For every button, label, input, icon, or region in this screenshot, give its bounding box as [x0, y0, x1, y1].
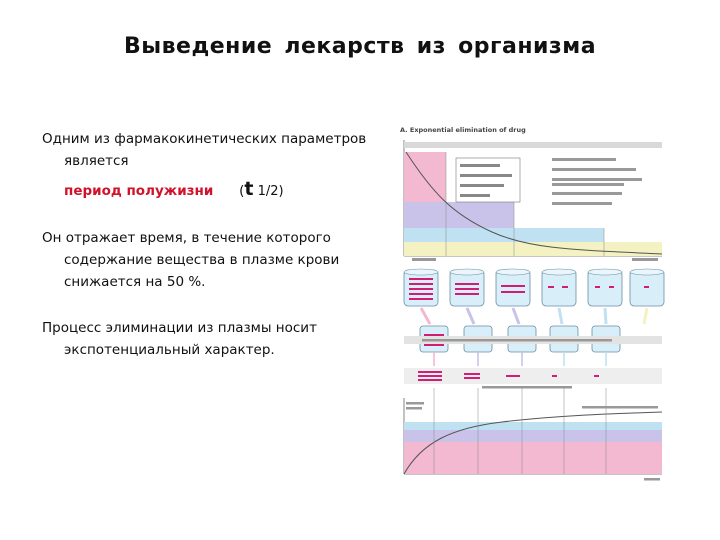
paragraph-elimination: Процесс элиминации из плазмы носит экспотенциальный характер.: [42, 320, 317, 358]
clearance-strip: [404, 336, 662, 344]
elimination-figure: [382, 122, 674, 490]
half-life-symbol: (t 1/2): [239, 178, 284, 200]
paragraph-definition: Он отражает время, в течение которого содержание вещества в плазме крови снижается на 50 %.: [42, 230, 340, 290]
excreted-band: [404, 368, 662, 389]
slide-title: Выведение лекарств из организма: [123, 34, 597, 59]
half-life-term: период полужизни: [64, 183, 214, 199]
cylinder-row-top: [404, 269, 664, 306]
figure-heading: A. Exponential elimination of drug: [400, 126, 526, 134]
cumulative-chart: [404, 388, 662, 481]
concentration-chart: [404, 140, 662, 261]
paragraph-half-life: [42, 128, 372, 203]
paragraph-intro: Одним из фармакокинетических параметров является: [42, 131, 367, 169]
text-column: [42, 128, 372, 361]
drop-arrows: [434, 352, 606, 366]
transfer-arrows: [421, 308, 647, 324]
